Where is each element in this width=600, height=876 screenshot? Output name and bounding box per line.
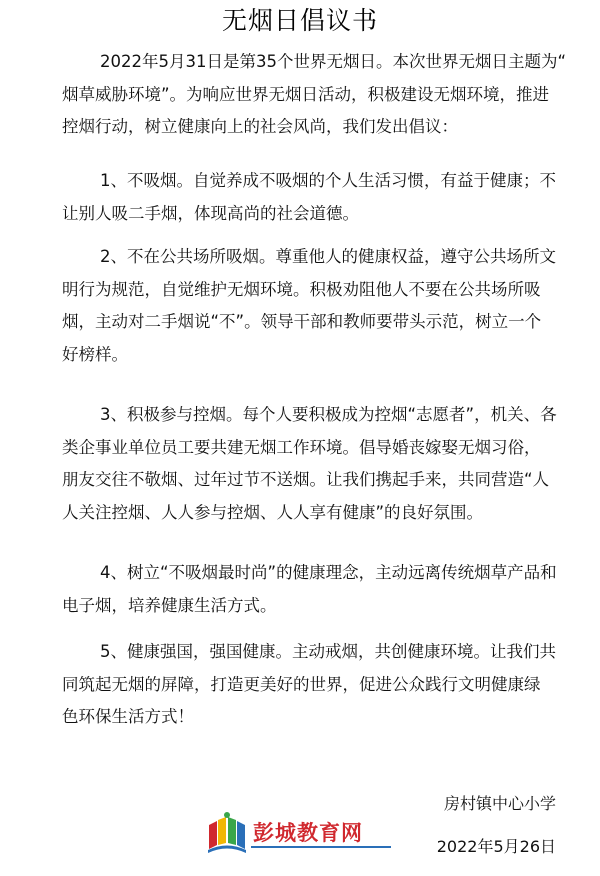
paragraph-line: 烟，主动对二手烟说“不”。领导干部和教师要带头示范，树立一个 — [62, 312, 542, 331]
paragraph-line: 好榜样。 — [62, 344, 128, 364]
paragraph-line: 2、不在公共场所吸烟。尊重他人的健康权益，遵守公共场所文 — [100, 247, 556, 266]
paragraph-item-3 — [62, 399, 562, 529]
paragraph-line: 色环保生活方式！ — [62, 707, 194, 726]
paragraph-line: 人关注控烟、人人参与控烟、人人享有健康”的良好氛围。 — [62, 502, 484, 522]
watermark-text: 彭城教育网 — [253, 821, 363, 845]
paragraph-item-4 — [62, 557, 562, 622]
paragraph-line: 1、不吸烟。自觉养成不吸烟的个人生活习惯，有益于健康；不 — [100, 171, 556, 190]
paragraph-line: 3、积极参与控烟。每个人要积极成为控烟“志愿者”，机关、各 — [100, 405, 557, 424]
paragraph-line: 5、健康强国，强国健康。主动戒烟，共创健康环境。让我们共 — [100, 642, 556, 661]
watermark-logo — [205, 809, 405, 857]
signature-school: 房村镇中心小学 — [443, 794, 556, 813]
paragraph-line: 朋友交往不敬烟、过年过节不送烟。让我们携起手来，共同营造“人 — [62, 470, 550, 489]
book-icon — [205, 811, 249, 855]
document-date: 2022年5月26日 — [436, 837, 556, 856]
paragraph-item-2 — [62, 241, 562, 371]
paragraph-intro — [62, 46, 567, 144]
paragraph-line: 明行为规范，自觉维护无烟环境。积极劝阻他人不要在公共场所吸 — [62, 279, 541, 299]
paragraph-line: 让别人吸二手烟，体现高尚的社会道德。 — [62, 203, 359, 223]
page-title: 无烟日倡议书 — [221, 6, 378, 35]
paragraph-line: 控烟行动，树立健康向上的社会风尚，我们发出倡议： — [62, 117, 458, 136]
paragraph-line: 4、树立“不吸烟最时尚”的健康理念，主动远离传统烟草产品和 — [100, 563, 557, 582]
paragraph-line: 同筑起无烟的屏障，打造更美好的世界，促进公众践行文明健康绿 — [62, 674, 541, 694]
paragraph-line: 类企事业单位员工要共建无烟工作环境。倡导婚丧嫁娶无烟习俗， — [62, 437, 541, 457]
paragraph-item-5 — [62, 636, 562, 734]
paragraph-line: 电子烟，培养健康生活方式。 — [62, 595, 277, 615]
paragraph-item-1 — [62, 165, 562, 230]
paragraph-line: 2022年5月31日是第35个世界无烟日。本次世界无烟日主题为“ — [100, 52, 567, 71]
paragraph-line: 烟草威胁环境”。为响应世界无烟日活动，积极建设无烟环境，推进 — [62, 84, 550, 104]
watermark-underline — [251, 846, 391, 848]
